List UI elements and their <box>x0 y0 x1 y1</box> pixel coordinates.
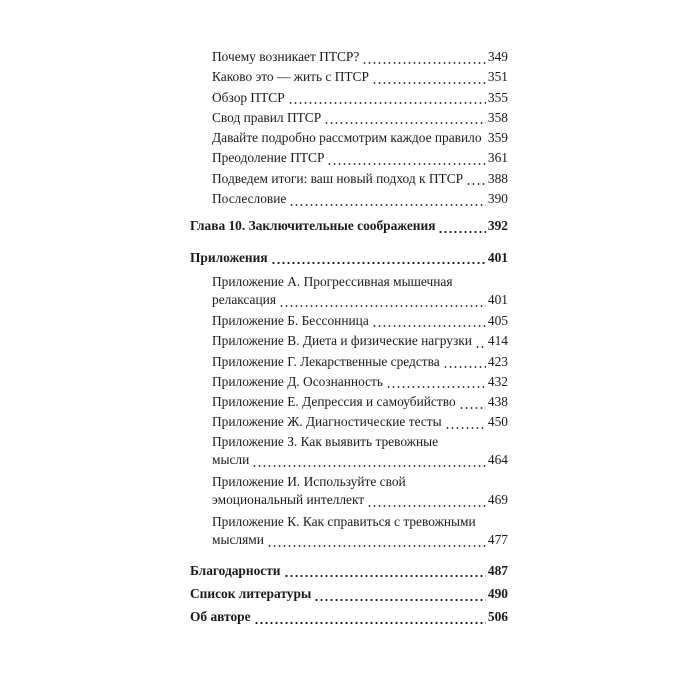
toc-entry[interactable] <box>212 352 508 372</box>
dot-leader <box>327 148 485 168</box>
toc-entry-page: 423 <box>487 353 508 369</box>
toc-entry-title-line1: Приложение З. Как выявить тревожные <box>212 433 439 449</box>
toc-entry-page: 361 <box>487 150 508 166</box>
toc-entry-title-line2: мысли <box>212 452 250 468</box>
toc-chapter-entry[interactable] <box>190 248 508 268</box>
toc-entry-title-line1: Приложение И. Используйте свой <box>212 473 406 489</box>
toc-entry[interactable] <box>212 273 508 310</box>
toc-entry-title-line1: Приложение К. Как справиться с тревожными <box>212 513 476 529</box>
dot-leader <box>252 451 486 470</box>
toc-entry-title: Приложение Б. Бессонница <box>212 312 369 328</box>
toc-chapter-page: 392 <box>487 218 508 234</box>
toc-chapter-title: Глава 10. Заключительные соображения <box>190 218 436 234</box>
toc-entry[interactable] <box>212 169 508 189</box>
dot-leader <box>289 189 486 209</box>
toc-chapter-page: 401 <box>487 249 508 265</box>
toc-chapter-entry[interactable] <box>190 607 508 627</box>
dot-leader <box>485 128 486 148</box>
appendix-entries <box>190 273 508 550</box>
toc-entry[interactable] <box>212 47 508 67</box>
toc-entry-page: 358 <box>487 109 508 125</box>
chapter-10-block <box>190 216 508 236</box>
toc-entry-page: 405 <box>487 312 508 328</box>
dot-leader <box>443 352 486 372</box>
toc-entry-title-line2: релаксация <box>212 292 276 308</box>
toc-chapter-title: Приложения <box>190 249 268 265</box>
toc-entry[interactable] <box>212 473 508 510</box>
toc-entry[interactable] <box>212 88 508 108</box>
toc-entry-page: 351 <box>487 69 508 85</box>
toc-entry-title-line1: Приложение А. Прогрессивная мышечная <box>212 273 453 289</box>
toc-entry-page: 355 <box>487 89 508 105</box>
dot-leader <box>459 392 486 412</box>
dot-leader <box>372 67 486 87</box>
toc-entry-page: 390 <box>487 191 508 207</box>
toc-entry[interactable] <box>212 148 508 168</box>
toc-entry-title: Подведем итоги: ваш новый подход к ПТСР <box>212 170 464 186</box>
toc-entry-title: Давайте подробно рассмотрим каждое правило <box>212 130 482 146</box>
toc-entry[interactable] <box>212 311 508 331</box>
toc-chapter-page: 490 <box>487 586 508 602</box>
dot-leader <box>475 331 486 351</box>
toc-entry-page: 464 <box>487 452 508 468</box>
dot-leader <box>284 561 486 581</box>
dot-leader <box>372 311 486 331</box>
toc-entry-title: Приложение Д. Осознанность <box>212 373 384 389</box>
toc-entry-page: 349 <box>487 49 508 64</box>
toc-entry[interactable] <box>212 433 508 470</box>
dot-leader <box>254 607 486 627</box>
toc-entry-title: Обзор ПТСР <box>212 89 285 105</box>
toc-entry[interactable] <box>212 392 508 412</box>
toc-chapter-entry[interactable] <box>190 561 508 581</box>
toc-entry[interactable] <box>212 67 508 87</box>
toc-entry-title: Приложение В. Диета и физические нагрузки <box>212 333 472 349</box>
toc-entry-title: Приложение Ж. Диагностические тесты <box>212 414 442 430</box>
toc-entry-page: 414 <box>487 333 508 349</box>
dot-leader <box>314 584 486 604</box>
toc-entry-title: Каково это — жить с ПТСР <box>212 69 369 85</box>
toc-entry-page: 438 <box>487 394 508 410</box>
toc-entry[interactable] <box>212 412 508 432</box>
toc-entry-title: Приложение Е. Депрессия и самоубийство <box>212 394 456 410</box>
toc-entry-title: Послесловие <box>212 191 287 207</box>
toc-entry[interactable] <box>212 513 508 550</box>
toc-entry-title: Свод правил ПТСР <box>212 109 322 125</box>
toc-chapter-title: Благодарности <box>190 562 281 578</box>
toc-chapter-title: Список литературы <box>190 586 312 602</box>
appendices-block <box>190 248 508 268</box>
ptsd-section-entries <box>190 47 508 209</box>
toc-entry-title: Преодоление ПТСР <box>212 150 325 166</box>
dot-leader <box>324 108 486 128</box>
toc-chapter-title: Об авторе <box>190 609 251 625</box>
toc-entry-page: 477 <box>487 532 508 548</box>
dot-leader <box>288 88 486 108</box>
toc-entry-page: 450 <box>487 414 508 430</box>
toc-entry[interactable] <box>212 128 508 148</box>
toc-entry-page: 388 <box>487 170 508 186</box>
toc-entry-title: Приложение Г. Лекарственные средства <box>212 353 440 369</box>
toc-entry[interactable] <box>212 372 508 392</box>
toc-entry-page: 469 <box>487 492 508 508</box>
dot-leader <box>367 491 486 510</box>
toc-entry-page: 432 <box>487 373 508 389</box>
toc-entry[interactable] <box>212 331 508 351</box>
toc-entry-page: 359 <box>487 130 508 146</box>
toc-entry-title-line2: мыслями <box>212 532 264 548</box>
dot-leader <box>362 47 486 67</box>
toc-entry-page: 401 <box>487 292 508 308</box>
toc-entry-title-line2: эмоциональный интеллект <box>212 492 365 508</box>
dot-leader <box>386 372 486 392</box>
dot-leader <box>279 291 486 310</box>
dot-leader <box>466 169 486 189</box>
toc-entry[interactable] <box>212 108 508 128</box>
dot-leader <box>271 248 486 268</box>
toc-chapter-page: 487 <box>487 562 508 578</box>
toc-entry-title: Почему возникает ПТСР? <box>212 49 360 64</box>
toc-chapter-entry[interactable] <box>190 584 508 604</box>
dot-leader <box>267 531 486 550</box>
dot-leader <box>445 412 486 432</box>
table-of-contents <box>190 47 508 628</box>
toc-chapter-entry[interactable] <box>190 216 508 236</box>
dot-leader <box>438 216 485 236</box>
toc-entry[interactable] <box>212 189 508 209</box>
toc-chapter-page: 506 <box>487 609 508 625</box>
back-matter-block <box>190 561 508 628</box>
